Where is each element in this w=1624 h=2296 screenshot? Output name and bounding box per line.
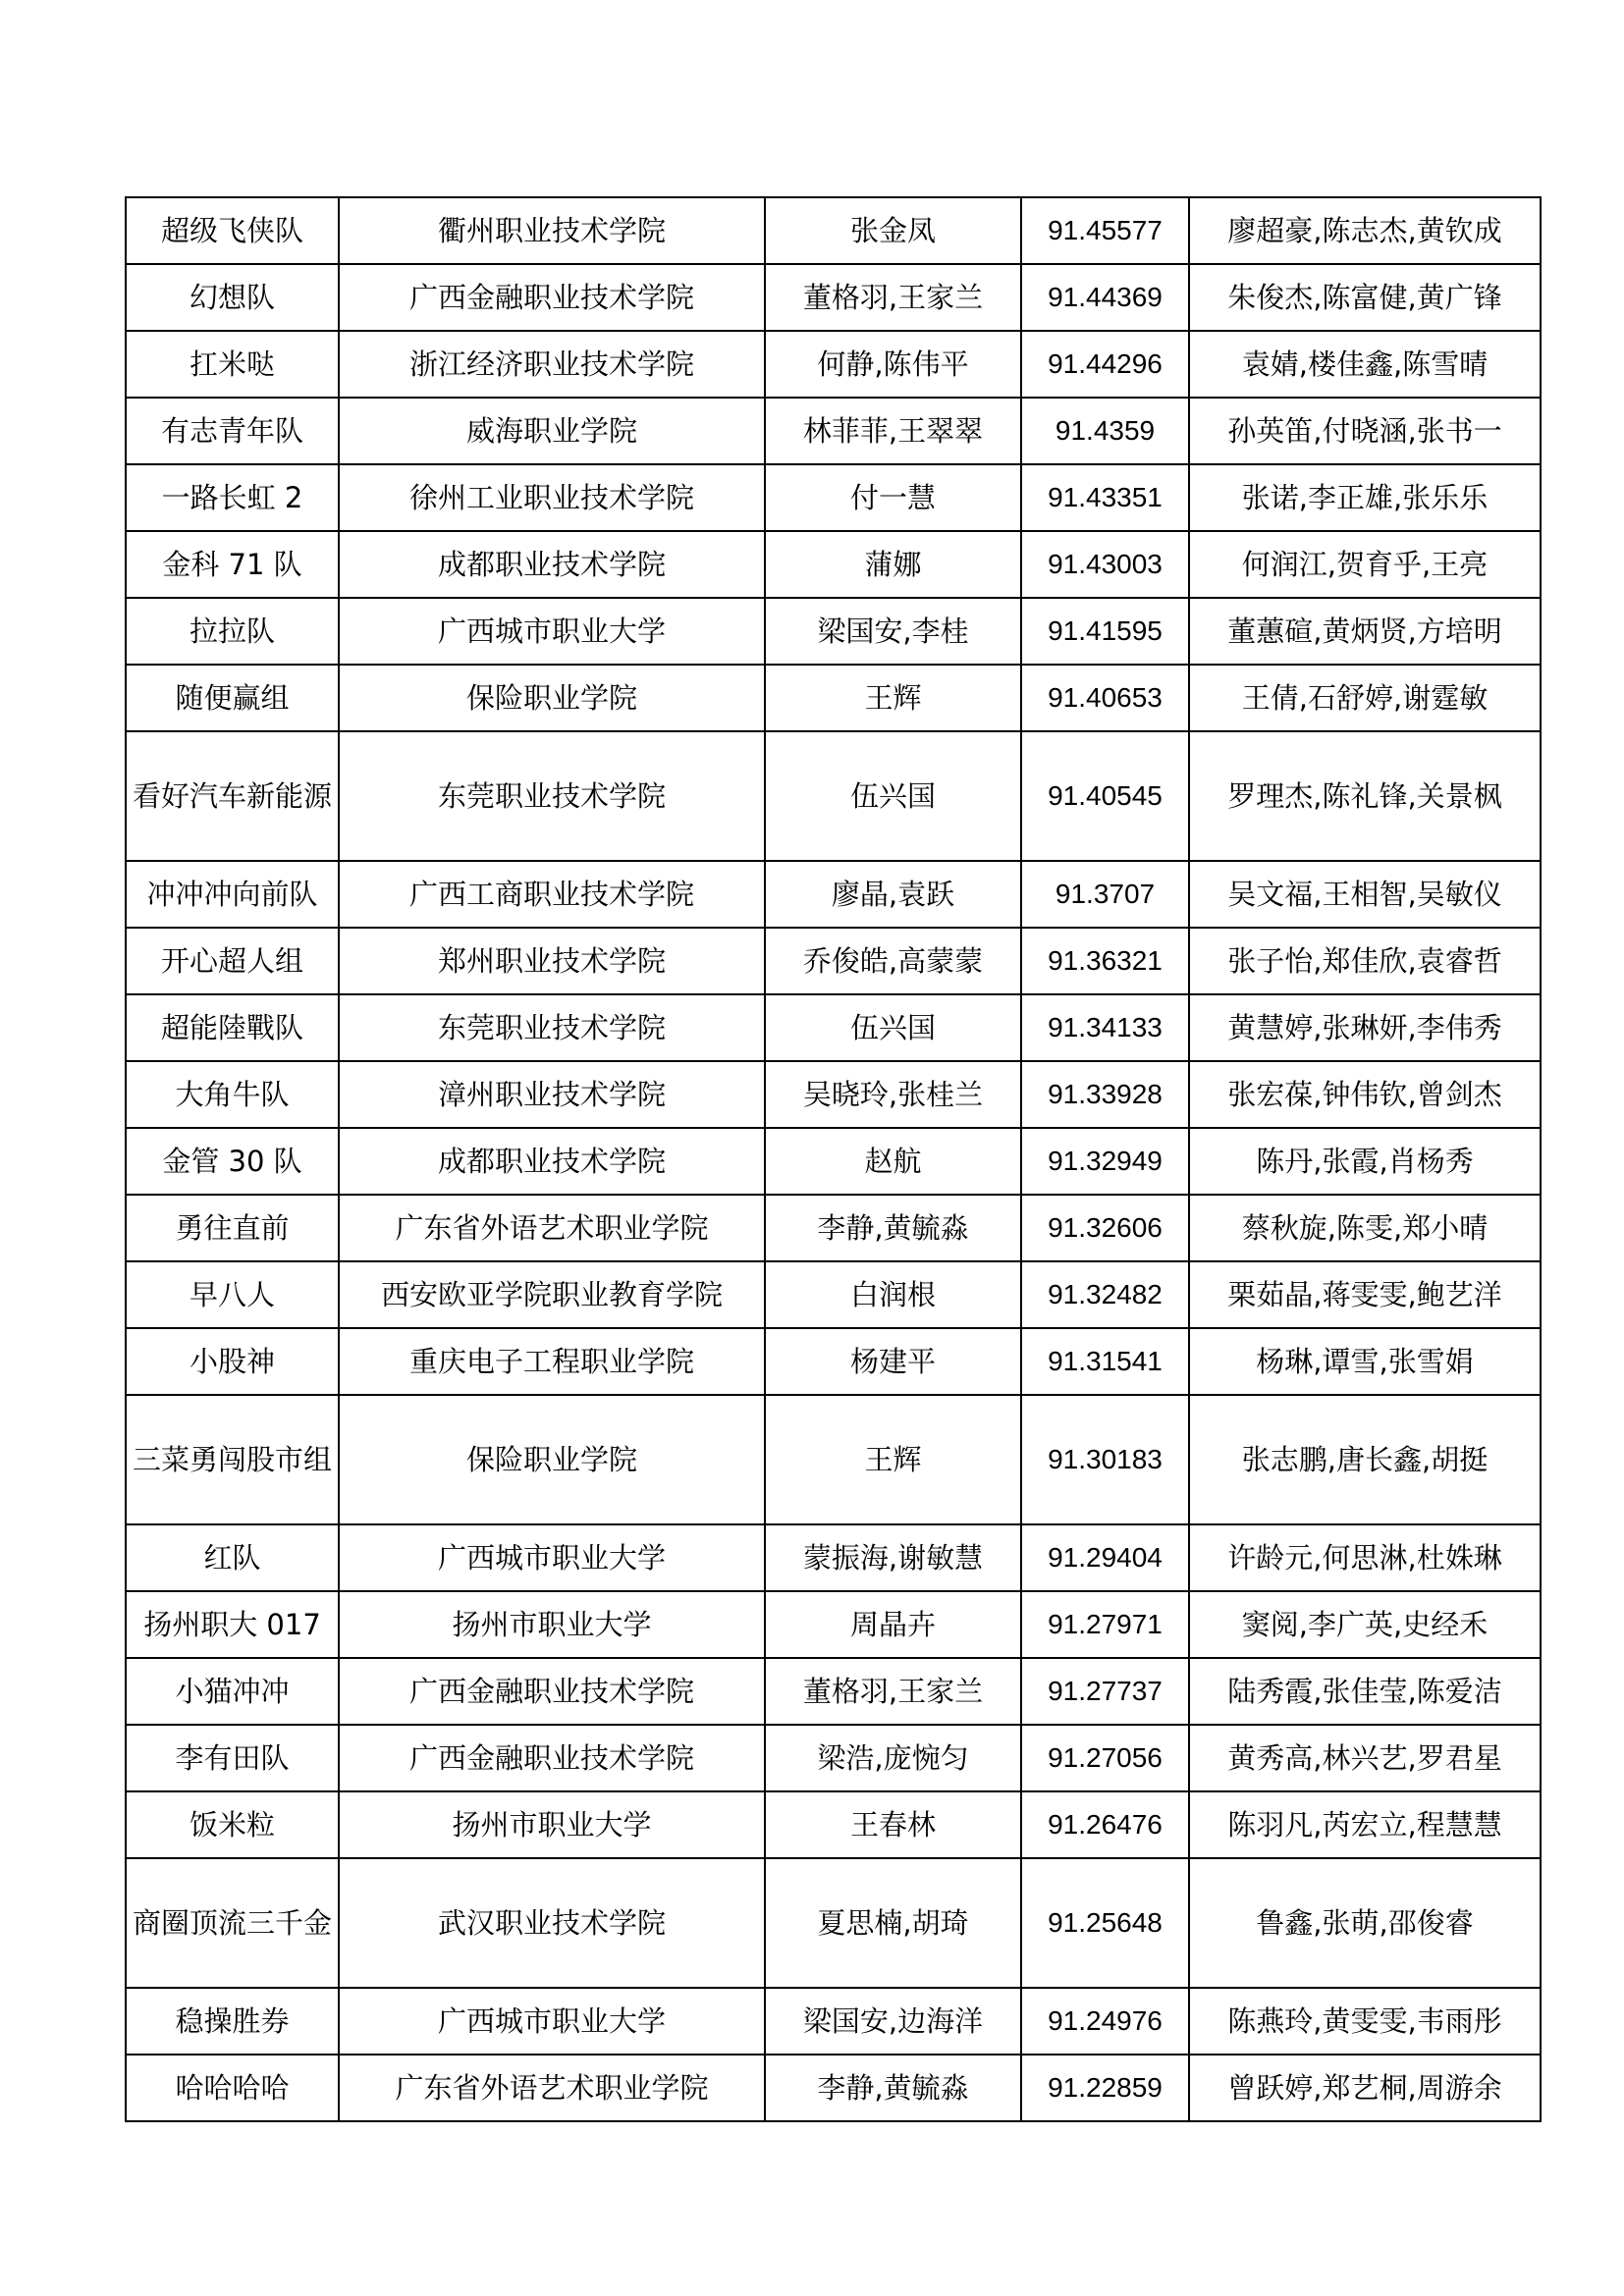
table-row xyxy=(126,531,1541,598)
school-cell: 郑州职业技术学院 xyxy=(339,928,765,994)
table-row xyxy=(126,398,1541,464)
team-name-cell: 勇往直前 xyxy=(126,1195,339,1261)
advisor-cell: 白润根 xyxy=(765,1261,1021,1328)
school-cell: 广西金融职业技术学院 xyxy=(339,264,765,331)
school-cell: 保险职业学院 xyxy=(339,1395,765,1524)
team-name-cell: 大角牛队 xyxy=(126,1061,339,1128)
advisor-cell: 王春林 xyxy=(765,1791,1021,1858)
advisor-cell: 吴晓玲,张桂兰 xyxy=(765,1061,1021,1128)
score-cell: 91.43351 xyxy=(1021,464,1189,531)
school-cell: 徐州工业职业技术学院 xyxy=(339,464,765,531)
score-cell: 91.24976 xyxy=(1021,1988,1189,2055)
table-row xyxy=(126,1524,1541,1591)
results-table xyxy=(125,196,1542,2122)
score-cell: 91.40545 xyxy=(1021,731,1189,861)
score-cell: 91.34133 xyxy=(1021,994,1189,1061)
table-row xyxy=(126,1128,1541,1195)
members-cell: 陈丹,张霞,肖杨秀 xyxy=(1189,1128,1541,1195)
members-cell: 张宏葆,钟伟钦,曾剑杰 xyxy=(1189,1061,1541,1128)
members-cell: 朱俊杰,陈富健,黄广锋 xyxy=(1189,264,1541,331)
score-cell: 91.44296 xyxy=(1021,331,1189,398)
table-row xyxy=(126,861,1541,928)
advisor-cell: 杨建平 xyxy=(765,1328,1021,1395)
team-name-cell: 金科 71 队 xyxy=(126,531,339,598)
team-name-cell: 有志青年队 xyxy=(126,398,339,464)
members-cell: 陆秀霞,张佳莹,陈爱洁 xyxy=(1189,1658,1541,1725)
advisor-cell: 付一慧 xyxy=(765,464,1021,531)
advisor-cell: 梁国安,边海洋 xyxy=(765,1988,1021,2055)
table-row xyxy=(126,598,1541,665)
score-cell: 91.4359 xyxy=(1021,398,1189,464)
members-cell: 孙英笛,付晓涵,张书一 xyxy=(1189,398,1541,464)
school-cell: 西安欧亚学院职业教育学院 xyxy=(339,1261,765,1328)
members-cell: 王倩,石舒婷,谢霆敏 xyxy=(1189,665,1541,731)
team-name-cell: 红队 xyxy=(126,1524,339,1591)
school-cell: 广西城市职业大学 xyxy=(339,1988,765,2055)
advisor-cell: 伍兴国 xyxy=(765,994,1021,1061)
school-cell: 威海职业学院 xyxy=(339,398,765,464)
score-cell: 91.29404 xyxy=(1021,1524,1189,1591)
score-cell: 91.32606 xyxy=(1021,1195,1189,1261)
advisor-cell: 董格羽,王家兰 xyxy=(765,1658,1021,1725)
table-row xyxy=(126,2055,1541,2121)
advisor-cell: 廖晶,袁跃 xyxy=(765,861,1021,928)
school-cell: 广西工商职业技术学院 xyxy=(339,861,765,928)
table-row xyxy=(126,1328,1541,1395)
school-cell: 重庆电子工程职业学院 xyxy=(339,1328,765,1395)
results-table-body xyxy=(126,197,1541,2121)
table-row xyxy=(126,665,1541,731)
team-name-cell: 开心超人组 xyxy=(126,928,339,994)
members-cell: 董蕙碹,黄炳贤,方培明 xyxy=(1189,598,1541,665)
members-cell: 曾跃婷,郑艺桐,周游余 xyxy=(1189,2055,1541,2121)
team-name-cell: 李有田队 xyxy=(126,1725,339,1791)
table-row xyxy=(126,264,1541,331)
advisor-cell: 何静,陈伟平 xyxy=(765,331,1021,398)
school-cell: 成都职业技术学院 xyxy=(339,1128,765,1195)
school-cell: 东莞职业技术学院 xyxy=(339,994,765,1061)
table-row xyxy=(126,1858,1541,1988)
score-cell: 91.22859 xyxy=(1021,2055,1189,2121)
score-cell: 91.26476 xyxy=(1021,1791,1189,1858)
team-name-cell: 扬州职大 017 xyxy=(126,1591,339,1658)
members-cell: 何润江,贺育乎,王亮 xyxy=(1189,531,1541,598)
members-cell: 黄秀高,林兴艺,罗君星 xyxy=(1189,1725,1541,1791)
team-name-cell: 随便赢组 xyxy=(126,665,339,731)
school-cell: 广西城市职业大学 xyxy=(339,1524,765,1591)
members-cell: 吴文福,王相智,吴敏仪 xyxy=(1189,861,1541,928)
team-name-cell: 哈哈哈哈 xyxy=(126,2055,339,2121)
team-name-cell: 小猫冲冲 xyxy=(126,1658,339,1725)
team-name-cell: 超级飞侠队 xyxy=(126,197,339,264)
team-name-cell: 扛米哒 xyxy=(126,331,339,398)
team-name-cell: 小股神 xyxy=(126,1328,339,1395)
advisor-cell: 李静,黄毓淼 xyxy=(765,2055,1021,2121)
table-row xyxy=(126,928,1541,994)
team-name-cell: 稳操胜券 xyxy=(126,1988,339,2055)
table-row xyxy=(126,331,1541,398)
advisor-cell: 伍兴国 xyxy=(765,731,1021,861)
team-name-cell: 金管 30 队 xyxy=(126,1128,339,1195)
members-cell: 栗茹晶,蒋雯雯,鲍艺洋 xyxy=(1189,1261,1541,1328)
table-row xyxy=(126,1195,1541,1261)
table-row xyxy=(126,1725,1541,1791)
score-cell: 91.41595 xyxy=(1021,598,1189,665)
table-row xyxy=(126,1658,1541,1725)
members-cell: 陈燕玲,黄雯雯,韦雨彤 xyxy=(1189,1988,1541,2055)
team-name-cell: 冲冲冲向前队 xyxy=(126,861,339,928)
score-cell: 91.45577 xyxy=(1021,197,1189,264)
team-name-cell: 幻想队 xyxy=(126,264,339,331)
members-cell: 张子怡,郑佳欣,袁睿哲 xyxy=(1189,928,1541,994)
members-cell: 蔡秋旋,陈雯,郑小晴 xyxy=(1189,1195,1541,1261)
school-cell: 广西金融职业技术学院 xyxy=(339,1725,765,1791)
members-cell: 许龄元,何思淋,杜姝琳 xyxy=(1189,1524,1541,1591)
school-cell: 广西城市职业大学 xyxy=(339,598,765,665)
score-cell: 91.27971 xyxy=(1021,1591,1189,1658)
advisor-cell: 林菲菲,王翠翠 xyxy=(765,398,1021,464)
school-cell: 浙江经济职业技术学院 xyxy=(339,331,765,398)
score-cell: 91.36321 xyxy=(1021,928,1189,994)
table-row xyxy=(126,1791,1541,1858)
members-cell: 袁婧,楼佳鑫,陈雪晴 xyxy=(1189,331,1541,398)
team-name-cell: 看好汽车新能源 xyxy=(126,731,339,861)
school-cell: 扬州市职业大学 xyxy=(339,1791,765,1858)
members-cell: 窦阅,李广英,史经禾 xyxy=(1189,1591,1541,1658)
school-cell: 广东省外语艺术职业学院 xyxy=(339,1195,765,1261)
advisor-cell: 周晶卉 xyxy=(765,1591,1021,1658)
members-cell: 张志鹏,唐长鑫,胡挺 xyxy=(1189,1395,1541,1524)
score-cell: 91.43003 xyxy=(1021,531,1189,598)
school-cell: 衢州职业技术学院 xyxy=(339,197,765,264)
advisor-cell: 赵航 xyxy=(765,1128,1021,1195)
members-cell: 杨琳,谭雪,张雪娟 xyxy=(1189,1328,1541,1395)
members-cell: 罗理杰,陈礼锋,关景枫 xyxy=(1189,731,1541,861)
team-name-cell: 三菜勇闯股市组 xyxy=(126,1395,339,1524)
team-name-cell: 饭米粒 xyxy=(126,1791,339,1858)
school-cell: 保险职业学院 xyxy=(339,665,765,731)
score-cell: 91.27056 xyxy=(1021,1725,1189,1791)
school-cell: 扬州市职业大学 xyxy=(339,1591,765,1658)
advisor-cell: 张金凤 xyxy=(765,197,1021,264)
school-cell: 武汉职业技术学院 xyxy=(339,1858,765,1988)
advisor-cell: 王辉 xyxy=(765,665,1021,731)
advisor-cell: 夏思楠,胡琦 xyxy=(765,1858,1021,1988)
score-cell: 91.32949 xyxy=(1021,1128,1189,1195)
members-cell: 陈羽凡,芮宏立,程慧慧 xyxy=(1189,1791,1541,1858)
score-cell: 91.3707 xyxy=(1021,861,1189,928)
advisor-cell: 梁国安,李桂 xyxy=(765,598,1021,665)
advisor-cell: 李静,黄毓淼 xyxy=(765,1195,1021,1261)
table-row xyxy=(126,1395,1541,1524)
school-cell: 漳州职业技术学院 xyxy=(339,1061,765,1128)
advisor-cell: 乔俊皓,高蒙蒙 xyxy=(765,928,1021,994)
members-cell: 张诺,李正雄,张乐乐 xyxy=(1189,464,1541,531)
table-row xyxy=(126,731,1541,861)
team-name-cell: 拉拉队 xyxy=(126,598,339,665)
score-cell: 91.44369 xyxy=(1021,264,1189,331)
advisor-cell: 梁浩,庞惋匀 xyxy=(765,1725,1021,1791)
team-name-cell: 早八人 xyxy=(126,1261,339,1328)
table-row xyxy=(126,464,1541,531)
score-cell: 91.27737 xyxy=(1021,1658,1189,1725)
score-cell: 91.31541 xyxy=(1021,1328,1189,1395)
score-cell: 91.30183 xyxy=(1021,1395,1189,1524)
score-cell: 91.40653 xyxy=(1021,665,1189,731)
members-cell: 鲁鑫,张萌,邵俊睿 xyxy=(1189,1858,1541,1988)
members-cell: 廖超豪,陈志杰,黄钦成 xyxy=(1189,197,1541,264)
team-name-cell: 一路长虹 2 xyxy=(126,464,339,531)
advisor-cell: 董格羽,王家兰 xyxy=(765,264,1021,331)
school-cell: 成都职业技术学院 xyxy=(339,531,765,598)
advisor-cell: 蒙振海,谢敏慧 xyxy=(765,1524,1021,1591)
table-row xyxy=(126,1261,1541,1328)
table-row xyxy=(126,1988,1541,2055)
school-cell: 东莞职业技术学院 xyxy=(339,731,765,861)
score-cell: 91.32482 xyxy=(1021,1261,1189,1328)
table-row xyxy=(126,197,1541,264)
score-cell: 91.25648 xyxy=(1021,1858,1189,1988)
members-cell: 黄慧婷,张琳妍,李伟秀 xyxy=(1189,994,1541,1061)
school-cell: 广西金融职业技术学院 xyxy=(339,1658,765,1725)
advisor-cell: 蒲娜 xyxy=(765,531,1021,598)
team-name-cell: 超能陸戰队 xyxy=(126,994,339,1061)
team-name-cell: 商圈顶流三千金 xyxy=(126,1858,339,1988)
table-row xyxy=(126,1061,1541,1128)
school-cell: 广东省外语艺术职业学院 xyxy=(339,2055,765,2121)
score-cell: 91.33928 xyxy=(1021,1061,1189,1128)
table-row xyxy=(126,994,1541,1061)
advisor-cell: 王辉 xyxy=(765,1395,1021,1524)
table-row xyxy=(126,1591,1541,1658)
